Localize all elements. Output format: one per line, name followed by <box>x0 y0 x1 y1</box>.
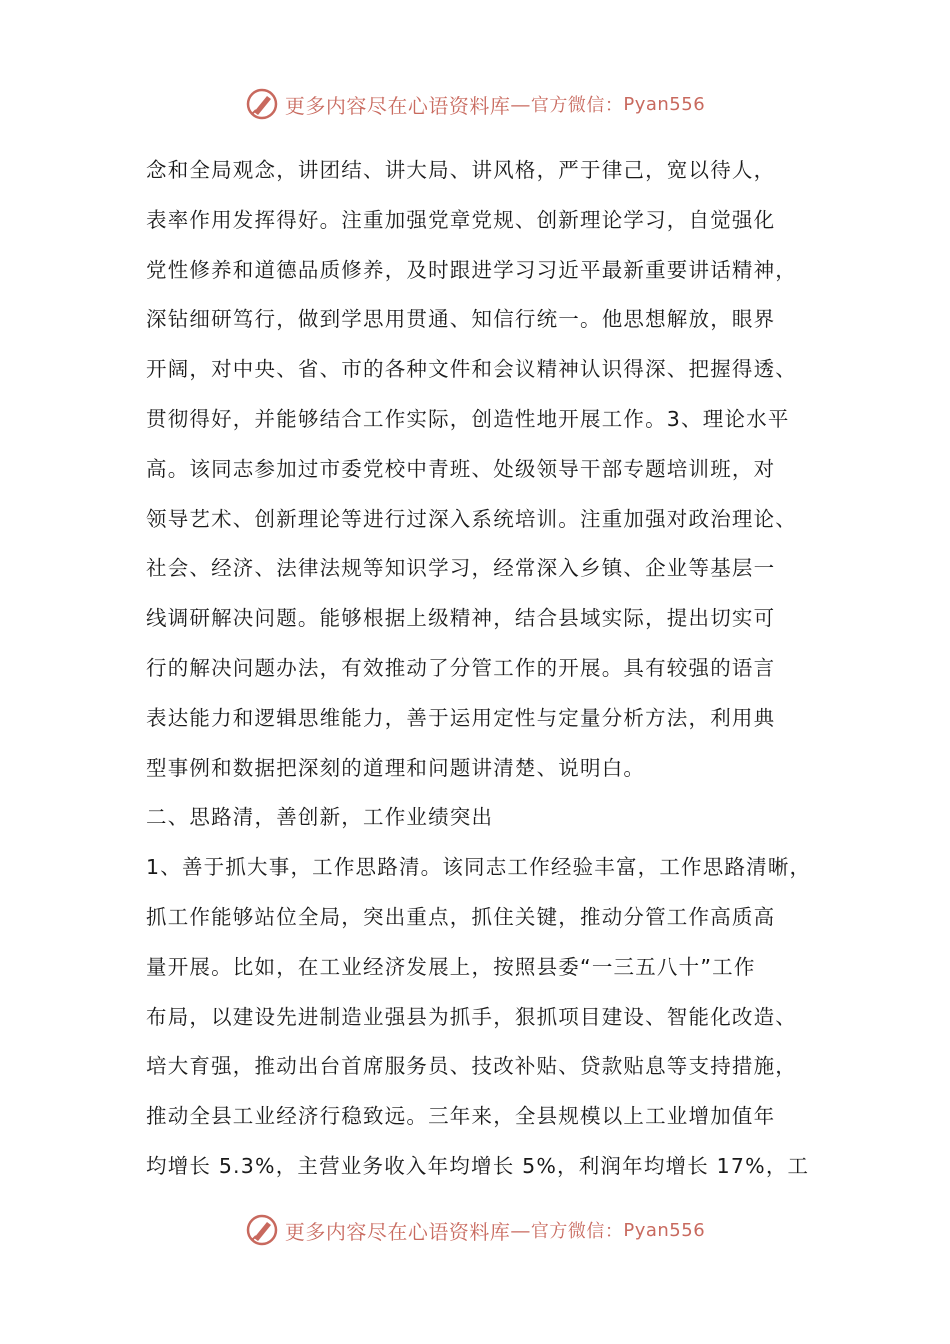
watermark-main-text: 更多内容尽在心语资料库 <box>284 93 511 118</box>
text-line: 1、善于抓大事，工作思路清。该同志工作经验丰富，工作思路清晰， <box>146 855 812 880</box>
text-line: 领导艺术、创新理论等进行过深入系统培训。注重加强对政治理论、 <box>146 506 797 531</box>
text-line: 布局，以建设先进制造业强县为抓手，狠抓项目建设、智能化改造、 <box>146 1004 797 1029</box>
pen-nib-logo-icon <box>245 1213 279 1247</box>
pen-nib-logo-icon <box>245 87 279 121</box>
section-heading: 二、思路清，善创新，工作业绩突出 <box>146 805 494 830</box>
text-line: 党性修养和道德品质修养，及时跟进学习习近平最新重要讲话精神， <box>146 257 797 282</box>
text-line: 推动全县工业经济行稳致远。三年来，全县规模以上工业增加值年 <box>146 1104 776 1129</box>
text-line: 量开展。比如，在工业经济发展上，按照县委“一三五八十”工作 <box>146 954 756 979</box>
text-line: 型事例和数据把深刻的道理和问题讲清楚、说明白。 <box>146 755 646 780</box>
watermark-sub-text: 官方微信： <box>530 95 624 116</box>
text-line: 均增长 5.3%，主营业务收入年均增长 5%，利润年均增长 17%，工 <box>146 1153 810 1178</box>
watermark-sub-text: 官方微信： <box>530 1221 624 1242</box>
text-line: 开阔，对中央、省、市的各种文件和会议精神认识得深、把握得透、 <box>146 357 797 382</box>
footer-watermark <box>0 1210 950 1250</box>
text-line: 贯彻得好，并能够结合工作实际，创造性地开展工作。3、理论水平 <box>146 406 790 431</box>
watermark-dash: — <box>510 92 531 116</box>
text-line: 表率作用发挥得好。注重加强党章党规、创新理论学习，自觉强化 <box>146 207 776 232</box>
text-line: 行的解决问题办法，有效推动了分管工作的开展。具有较强的语言 <box>146 655 776 680</box>
header-watermark <box>0 84 950 124</box>
text-line: 社会、经济、法律法规等知识学习，经常深入乡镇、企业等基层一 <box>146 556 776 581</box>
document-body <box>146 146 826 1192</box>
text-line: 深钻细研笃行，做到学思用贯通、知信行统一。他思想解放，眼界 <box>146 307 776 332</box>
text-line: 表达能力和逻辑思维能力，善于运用定性与定量分析方法，利用典 <box>146 705 776 730</box>
text-line: 抓工作能够站位全局，突出重点，抓住关键，推动分管工作高质高 <box>146 904 776 929</box>
text-line: 培大育强，推动出台首席服务员、技改补贴、贷款贴息等支持措施， <box>146 1054 797 1079</box>
text-line: 念和全局观念，讲团结、讲大局、讲风格，严于律己，宽以待人， <box>146 158 776 182</box>
text-line: 高。该同志参加过市委党校中青班、处级领导干部专题培训班，对 <box>146 456 776 481</box>
watermark-account: Pyan556 <box>623 93 706 115</box>
watermark-dash: — <box>510 1218 531 1242</box>
text-line: 线调研解决问题。能够根据上级精神，结合县域实际，提出切实可 <box>146 606 776 631</box>
watermark-account: Pyan556 <box>623 1219 706 1241</box>
watermark-main-text: 更多内容尽在心语资料库 <box>284 1219 511 1244</box>
